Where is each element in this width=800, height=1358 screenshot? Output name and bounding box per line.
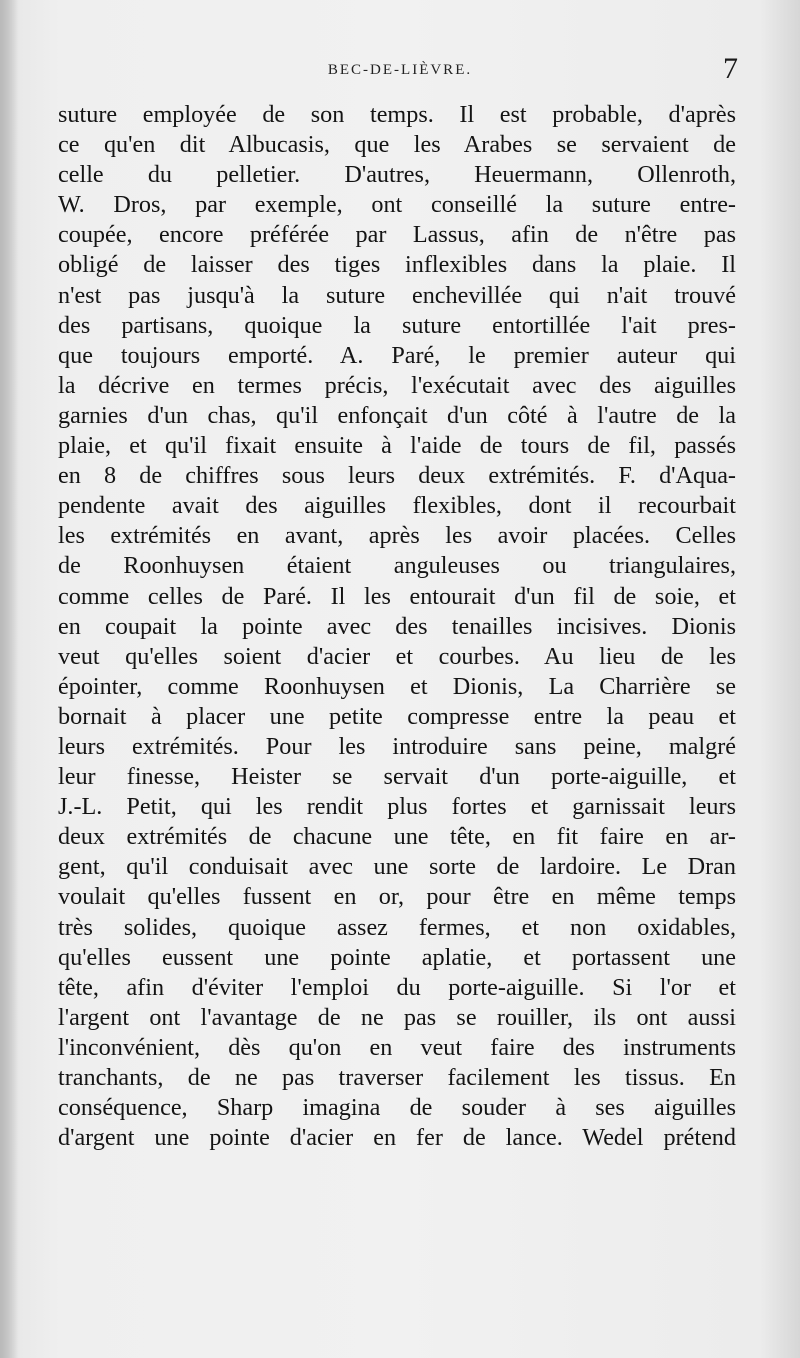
text-line: conséquence, Sharp imagina de souder à ses aiguilles bbox=[58, 1094, 736, 1122]
text-line: tranchants, de ne pas traverser facilement les tissus. En bbox=[58, 1064, 736, 1091]
text-line: leurs extrémités. Pour les introduire sans peine, malgré bbox=[58, 732, 736, 760]
text-line: de Roonhuysen étaient anguleuses ou triangulaires, bbox=[58, 552, 736, 580]
text-line: qu'elles eussent une pointe aplatie, et portassent une bbox=[58, 943, 736, 971]
text-line: J.-L. Petit, qui les rendit plus fortes et garnissait leurs bbox=[58, 793, 736, 821]
page-gutter-shadow bbox=[0, 0, 18, 1358]
text-line: très solides, quoique assez fermes, et non oxidables, bbox=[58, 913, 736, 941]
text-line: tête, afin d'éviter l'emploi du porte-aiguille. Si l'or et bbox=[58, 973, 736, 1001]
text-line: en coupait la pointe avec des tenailles incisives. Dionis bbox=[58, 612, 736, 640]
text-line: d'argent une pointe d'acier en fer de lance. Wedel prétend bbox=[58, 1124, 736, 1152]
text-line: coupée, encore préférée par Lassus, afin de n'être pas bbox=[58, 221, 736, 249]
text-line: ce qu'en dit Albucasis, que les Arabes se servaient de bbox=[58, 131, 736, 159]
text-line: leur finesse, Heister se servait d'un porte-aiguille, et bbox=[58, 763, 736, 791]
text-line: comme celles de Paré. Il les entourait d'un fil de soie, et bbox=[58, 582, 736, 610]
text-line: bornait à placer une petite compresse entre la peau et bbox=[58, 702, 736, 730]
text-line: deux extrémités de chacune une tête, en fit faire en ar- bbox=[58, 823, 736, 851]
text-line: l'inconvénient, dès qu'on en veut faire des instruments bbox=[58, 1033, 736, 1061]
text-line: n'est pas jusqu'à la suture enchevillée qui n'ait trouvé bbox=[58, 281, 736, 309]
text-line: voulait qu'elles fussent en or, pour être en même temps bbox=[58, 883, 736, 911]
text-line: suture employée de son temps. Il est probable, d'après bbox=[58, 101, 736, 128]
text-line: plaie, et qu'il fixait ensuite à l'aide de tours de fil, passés bbox=[58, 432, 736, 460]
text-line: épointer, comme Roonhuysen et Dionis, La Charrière se bbox=[58, 672, 736, 700]
text-line: pendente avait des aiguilles flexibles, dont il recourbait bbox=[58, 492, 736, 520]
text-line: en 8 de chiffres sous leurs deux extrémités. F. d'Aqua- bbox=[58, 462, 736, 490]
text-line: celle du pelletier. D'autres, Heuermann, Ollenroth, bbox=[58, 161, 736, 189]
text-line: des partisans, quoique la suture entortillée l'ait pres- bbox=[58, 311, 736, 339]
text-line: que toujours emporté. A. Paré, le premier auteur qui bbox=[58, 341, 736, 369]
text-line: garnies d'un chas, qu'il enfonçait d'un côté à l'autre de la bbox=[58, 401, 736, 429]
running-head: BEC-DE-LIÈVRE. bbox=[327, 62, 473, 78]
text-line: obligé de laisser des tiges inflexibles dans la plaie. Il bbox=[58, 251, 736, 279]
text-line: W. Dros, par exemple, ont conseillé la suture entre- bbox=[58, 191, 736, 219]
text-line: veut qu'elles soient d'acier et courbes. Au lieu de les bbox=[58, 642, 736, 670]
text-line: les extrémités en avant, après les avoir placées. Celles bbox=[58, 522, 736, 550]
body-text bbox=[58, 100, 736, 1153]
page-number: 7 bbox=[723, 52, 738, 85]
text-line: l'argent ont l'avantage de ne pas se rouiller, ils ont aussi bbox=[58, 1003, 736, 1031]
text-line: la décrive en termes précis, l'exécutait avec des aiguilles bbox=[58, 371, 736, 399]
text-line: gent, qu'il conduisait avec une sorte de lardoire. Le Dran bbox=[58, 853, 736, 881]
